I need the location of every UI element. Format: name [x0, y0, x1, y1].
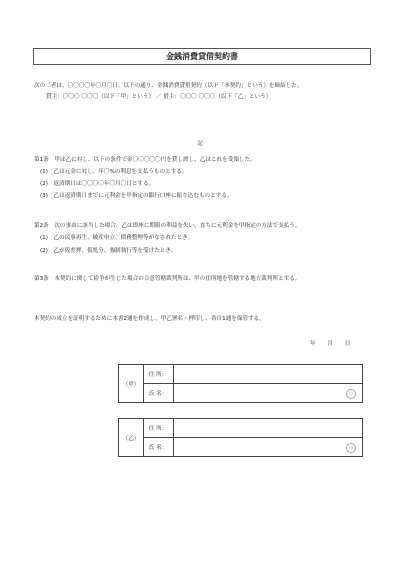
name-row[interactable]: [143, 438, 362, 456]
article2-heading: 第2条 次の事由に該当した場合、乙は即座に期限の利益を失い、直ちに元利金を甲指定の方法で支払う。: [34, 223, 301, 229]
document-title: 金銭消費貸借契約書: [33, 48, 371, 65]
name-label: 氏 名：: [143, 438, 174, 456]
party-label: （乙）: [119, 419, 144, 456]
closing-text: 本契約の成立を証明するために本書2通を作成し、甲乙署名・押印し、各自1通を保管する。: [34, 316, 265, 322]
signature-block-otsu: [118, 418, 363, 457]
name-label: 氏 名：: [143, 384, 174, 402]
signature-block-kou: [118, 364, 363, 403]
date-line: 年 月 日: [310, 341, 351, 347]
parties-text: 貸主：〇〇〇 〇〇〇（以下「甲」という） ／ 借主：〇〇〇 〇〇〇（以下「乙」という）: [46, 94, 272, 100]
article3-text: 第3条 本契約に関して紛争が生じた場合の合意管轄裁判所は、甲の住所地を管轄する地方裁判所とする。: [34, 276, 301, 282]
article2-item: (2) 乙が仮差押、仮処分、強制執行等を受けたとき。: [40, 248, 177, 254]
article1-item: (3) 乙は返済期日までに元利金を甲指定の銀行口座に振り込むものとする。: [40, 193, 233, 199]
ki-heading: 記: [197, 141, 203, 147]
party-label: （甲）: [119, 365, 144, 402]
name-row[interactable]: [143, 384, 362, 402]
address-row[interactable]: [143, 365, 362, 384]
seal-icon: 印: [346, 389, 356, 399]
address-label: 住 所：: [143, 419, 174, 437]
article2-item: (1) 乙の民事再生、破産申立、債務整理等がなされたとき。: [40, 235, 194, 241]
article1-item: (1) 乙は元金に対し、年〇%の利息を支払うものとする。: [40, 169, 188, 175]
article1-heading: 第1条 甲は乙に対し、以下の条件で金〇〇〇〇〇円を貸し渡し、乙はこれを受領した。: [34, 157, 256, 163]
article1-item: (2) 返済期日は〇〇〇〇年〇月〇日とする。: [40, 181, 155, 187]
address-row[interactable]: [143, 419, 362, 438]
seal-icon: 印: [346, 443, 356, 453]
intro-text: 次の二者は、〇〇〇〇年〇月〇日、以下の通り、金銭消費貸借契約（以下「本契約」という）を締結した。: [34, 83, 303, 89]
address-label: 住 所：: [143, 365, 174, 383]
